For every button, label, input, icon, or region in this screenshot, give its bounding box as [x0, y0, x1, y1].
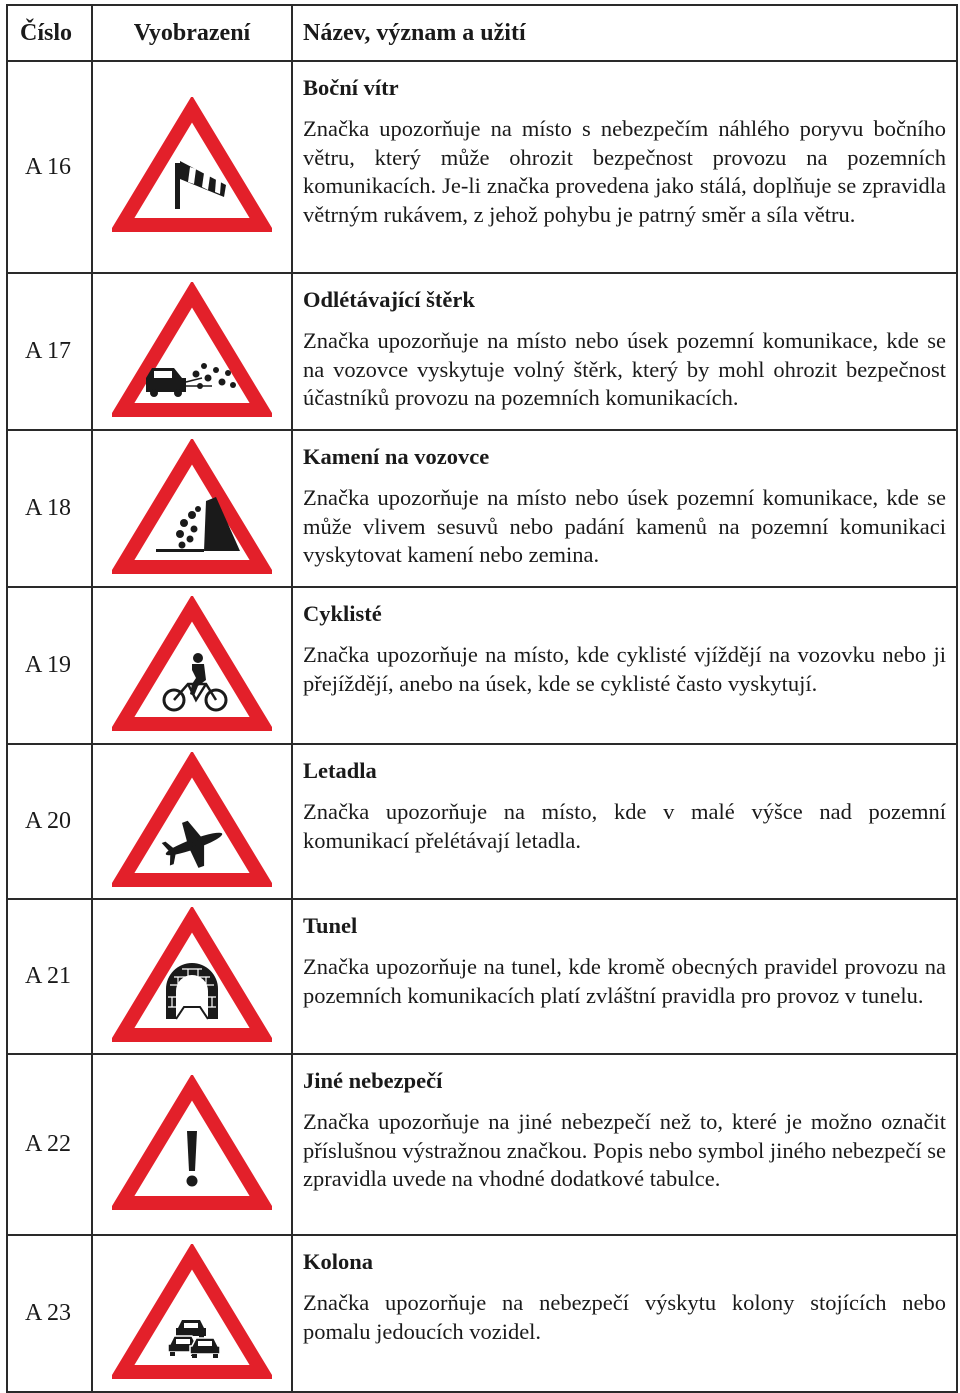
- sign-title: Kamení na vozovce: [303, 444, 490, 469]
- sign-title: Jiné nebezpečí: [303, 1068, 443, 1093]
- sign-number: A 16: [7, 61, 92, 273]
- sign-text-cell: [292, 899, 957, 1054]
- sign-image-cell: [92, 1235, 292, 1392]
- sign-text-cell: [292, 61, 957, 273]
- sign-image-cell: [92, 587, 292, 744]
- traffic-queue-icon: [168, 1320, 220, 1358]
- sign-title: Tunel: [303, 913, 358, 938]
- sign-text-cell: [292, 744, 957, 899]
- sign-description: Značka upozorňuje na nebezpečí výskytu kolony stojících nebo pomalu jedoucích vozidel.: [303, 1290, 946, 1344]
- warning-sign-rocks: [112, 439, 272, 579]
- sign-title: Odlétávající štěrk: [303, 287, 475, 312]
- sign-title: Kolona: [303, 1249, 374, 1274]
- sign-image-cell: [92, 61, 292, 273]
- table-row: [7, 273, 957, 430]
- sign-text-cell: [292, 1054, 957, 1235]
- sign-description: Značka upozorňuje na místo, kde v malé výšce nad pozemní komunikací přelétávají letadla.: [303, 799, 946, 853]
- sign-image-cell: [92, 744, 292, 899]
- warning-sign-queue: [112, 1244, 272, 1384]
- sign-title: Letadla: [303, 758, 377, 783]
- table-row: [7, 61, 957, 273]
- sign-number: A 17: [7, 273, 92, 430]
- header-image: Vyobrazení: [92, 5, 292, 61]
- sign-number: A 20: [7, 744, 92, 899]
- table-row: [7, 587, 957, 744]
- sign-text-cell: [292, 1235, 957, 1392]
- sign-description: Značka upozorňuje na místo, kde cyklisté vjíždějí na vozovku nebo ji přejíždějí, anebo na úsek, kde se cyklisté často vyskytují.: [303, 642, 946, 696]
- sign-image-cell: [92, 1054, 292, 1235]
- tunnel-icon: [166, 963, 218, 1019]
- sign-text-cell: [292, 273, 957, 430]
- sign-number: A 22: [7, 1054, 92, 1235]
- header-number: Číslo: [7, 5, 92, 61]
- warning-sign-tunnel: [112, 907, 272, 1047]
- windsock-icon: [175, 161, 226, 209]
- flying-gravel-icon: [146, 363, 236, 397]
- warning-sign-other-danger: [112, 1075, 272, 1215]
- sign-description: Značka upozorňuje na tunel, kde kromě obecných pravidel provozu na pozemních komunikacích platí zvláštní pravidla pro provoz v tunelu.: [303, 954, 946, 1008]
- exclamation-icon: [187, 1131, 198, 1187]
- table-row: [7, 1054, 957, 1235]
- sign-image-cell: [92, 273, 292, 430]
- header-row: [7, 5, 957, 61]
- table-row: [7, 430, 957, 587]
- table-row: [7, 899, 957, 1054]
- sign-text-cell: [292, 587, 957, 744]
- sign-description: Značka upozorňuje na místo nebo úsek pozemní komunikace, kde se může vlivem sesuvů nebo padání kamenů na pozemní komunikaci vyskytovat kamení nebo zemina.: [303, 485, 946, 568]
- warning-sign-cyclist: [112, 596, 272, 736]
- sign-number: A 18: [7, 430, 92, 587]
- traffic-signs-table: [6, 4, 958, 1393]
- header-name: Název, význam a užití: [292, 5, 957, 61]
- sign-text-cell: [292, 430, 957, 587]
- table-row: [7, 744, 957, 899]
- warning-sign-windsock: [112, 97, 272, 237]
- sign-number: A 21: [7, 899, 92, 1054]
- sign-number: A 23: [7, 1235, 92, 1392]
- sign-image-cell: [92, 899, 292, 1054]
- warning-sign-airplane: [112, 752, 272, 892]
- sign-title: Boční vítr: [303, 75, 399, 100]
- sign-image-cell: [92, 430, 292, 587]
- sign-title: Cyklisté: [303, 601, 382, 626]
- sign-description: Značka upozorňuje na jiné nebezpečí než to, které je možno označit příslušnou výstražnou značkou. Popis nebo symbol jiného nebezpečí se zpravidla uvede na vhodné dodatkové tabulce.: [303, 1109, 946, 1192]
- sign-number: A 19: [7, 587, 92, 744]
- warning-sign-gravel: [112, 282, 272, 422]
- sign-description: Značka upozorňuje na místo s nebezpečím náhlého poryvu bočního větru, který může ohrozit bezpečnost provozu na pozemních komunikacích. Je-li značka provedena jako stálá, doplňuje se zpravidla větrným rukávem, z jehož pohybu je patrný směr a síla větru.: [303, 116, 946, 227]
- table-row: [7, 1235, 957, 1392]
- sign-description: Značka upozorňuje na místo nebo úsek pozemní komunikace, kde se na vozovce vyskytuje volný štěrk, který by mohl ohrozit bezpečnost účastníků provozu na pozemních komunikacích.: [303, 328, 946, 411]
